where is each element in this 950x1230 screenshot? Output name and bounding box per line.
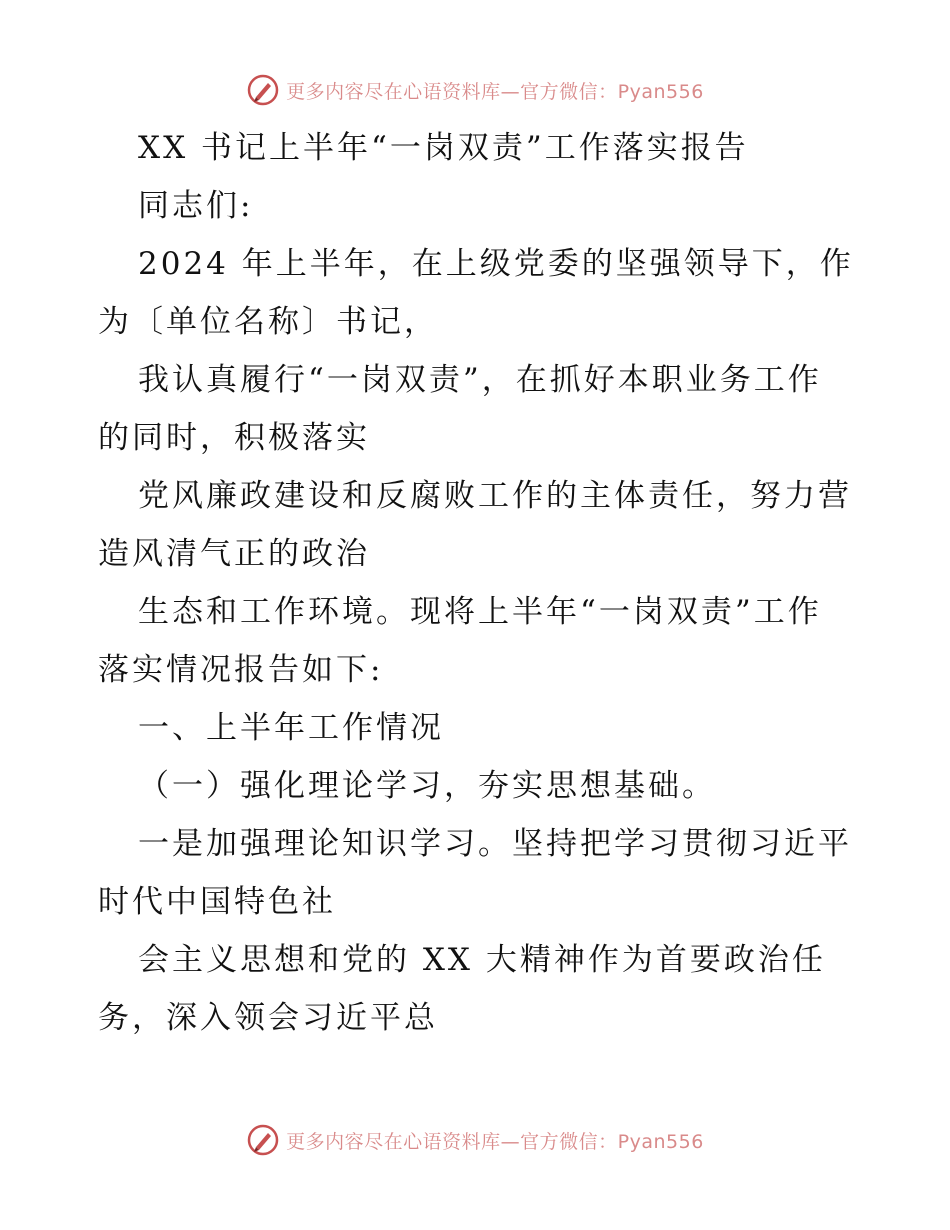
paragraph-line: 务，深入领会习近平总 [98,1000,438,1036]
watermark-text: 更多内容尽在心语资料库—官方微信：Pyan556 [286,1130,704,1153]
salutation: 同志们: [138,188,254,224]
paragraph-line: 2024 年上半年，在上级党委的坚强领导下，作 [138,246,854,282]
paragraph-line: 生态和工作环境。现将上半年“一岗双责”工作 [138,594,822,630]
document-title: XX 书记上半年“一岗双责”工作落实报告 [138,130,749,166]
watermark-header [0,70,950,110]
paragraph-line: 落实情况报告如下: [98,652,384,688]
paragraph-line: 时代中国特色社 [98,884,336,920]
subsection-heading: （一）强化理论学习，夯实思想基础。 [138,768,716,804]
paragraph-line: 党风廉政建设和反腐败工作的主体责任，努力营 [138,478,852,514]
paragraph-line: 会主义思想和党的 XX 大精神作为首要政治任 [138,942,826,978]
paragraph-line: 为〔单位名称〕书记， [98,304,438,340]
paragraph-line: 一是加强理论知识学习。坚持把学习贯彻习近平 [138,826,852,862]
paragraph-line: 造风清气正的政治 [98,536,370,572]
pen-logo-icon [246,73,280,107]
paragraph-line: 的同时，积极落实 [98,420,370,456]
watermark-footer [0,1120,950,1160]
watermark-text: 更多内容尽在心语资料库—官方微信：Pyan556 [286,80,704,103]
paragraph-line: 我认真履行“一岗双责”，在抓好本职业务工作 [138,362,822,398]
section-heading: 一、上半年工作情况 [138,710,444,746]
pen-logo-icon [246,1123,280,1157]
